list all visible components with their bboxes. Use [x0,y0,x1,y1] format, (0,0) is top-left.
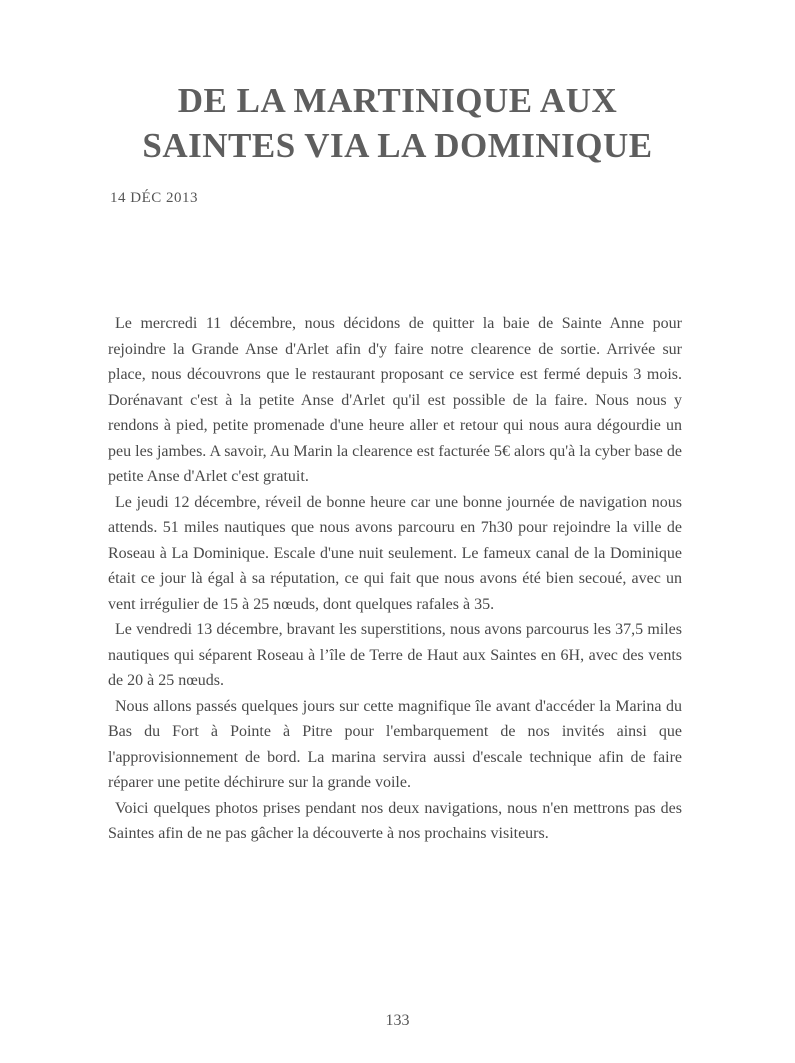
page-title [0,0,795,168]
page-title-line-2: SAINTES VIA LA DOMINIQUE [142,126,653,165]
page-title-line-1: DE LA MARTINIQUE AUX [177,81,618,120]
paragraph-5: Voici quelques photos prises pendant nos deux navigations, nous n'en mettrons pas des Saintes afin de ne pas gâcher la découverte à nos prochains visiteurs. [108,799,682,842]
paragraph-4: Nous allons passés quelques jours sur cette magnifique île avant d'accéder la Marina du Bas du Fort à Pointe à Pitre pour l'embarquement de nos invités ainsi que l'approvisionnement de bord. La marina servira aussi d'escale technique afin de faire réparer une petite déchirure sur la grande voile. [108,697,682,791]
paragraph-3: Le vendredi 13 décembre, bravant les superstitions, nous avons parcourus les 37,5 miles nautiques qui séparent Roseau à l’île de Terre de Haut aux Saintes en 6H, avec des vents de 20 à 25 nœuds. [108,621,682,689]
article-body [108,311,682,847]
paragraph-2: Le jeudi 12 décembre, réveil de bonne heure car une bonne journée de navigation nous attends. 51 miles nautiques que nous avons parcouru en 7h30 pour rejoindre la ville de Roseau à La Dominique. Escale d'une nuit seulement. Le fameux canal de la Dominique était ce jour là égal à sa réputation, ce qui fait que nous avons été bien secoué, avec un vent irrégulier de 15 à 25 nœuds, dont quelques rafales à 35. [108,493,682,613]
page-number: 133 [385,1012,410,1029]
paragraph-1: Le mercredi 11 décembre, nous décidons de quitter la baie de Sainte Anne pour rejoindre la Grande Anse d'Arlet afin d'y faire notre clearence de sortie. Arrivée sur place, nous découvrons que le restaurant proposant ce service est fermé depuis 3 mois. Dorénavant c'est à la petite Anse d'Arlet qu'il est possible de la faire. Nous nous y rendons à pied, petite promenade d'une heure aller et retour qui nous aura dégourdie un peu les jambes. A savoir, Au Marin la clearence est facturée 5€ alors qu'à la cyber base de petite Anse d'Arlet c'est gratuit. [108,315,682,485]
post-date: 14 DÉC 2013 [110,190,198,206]
